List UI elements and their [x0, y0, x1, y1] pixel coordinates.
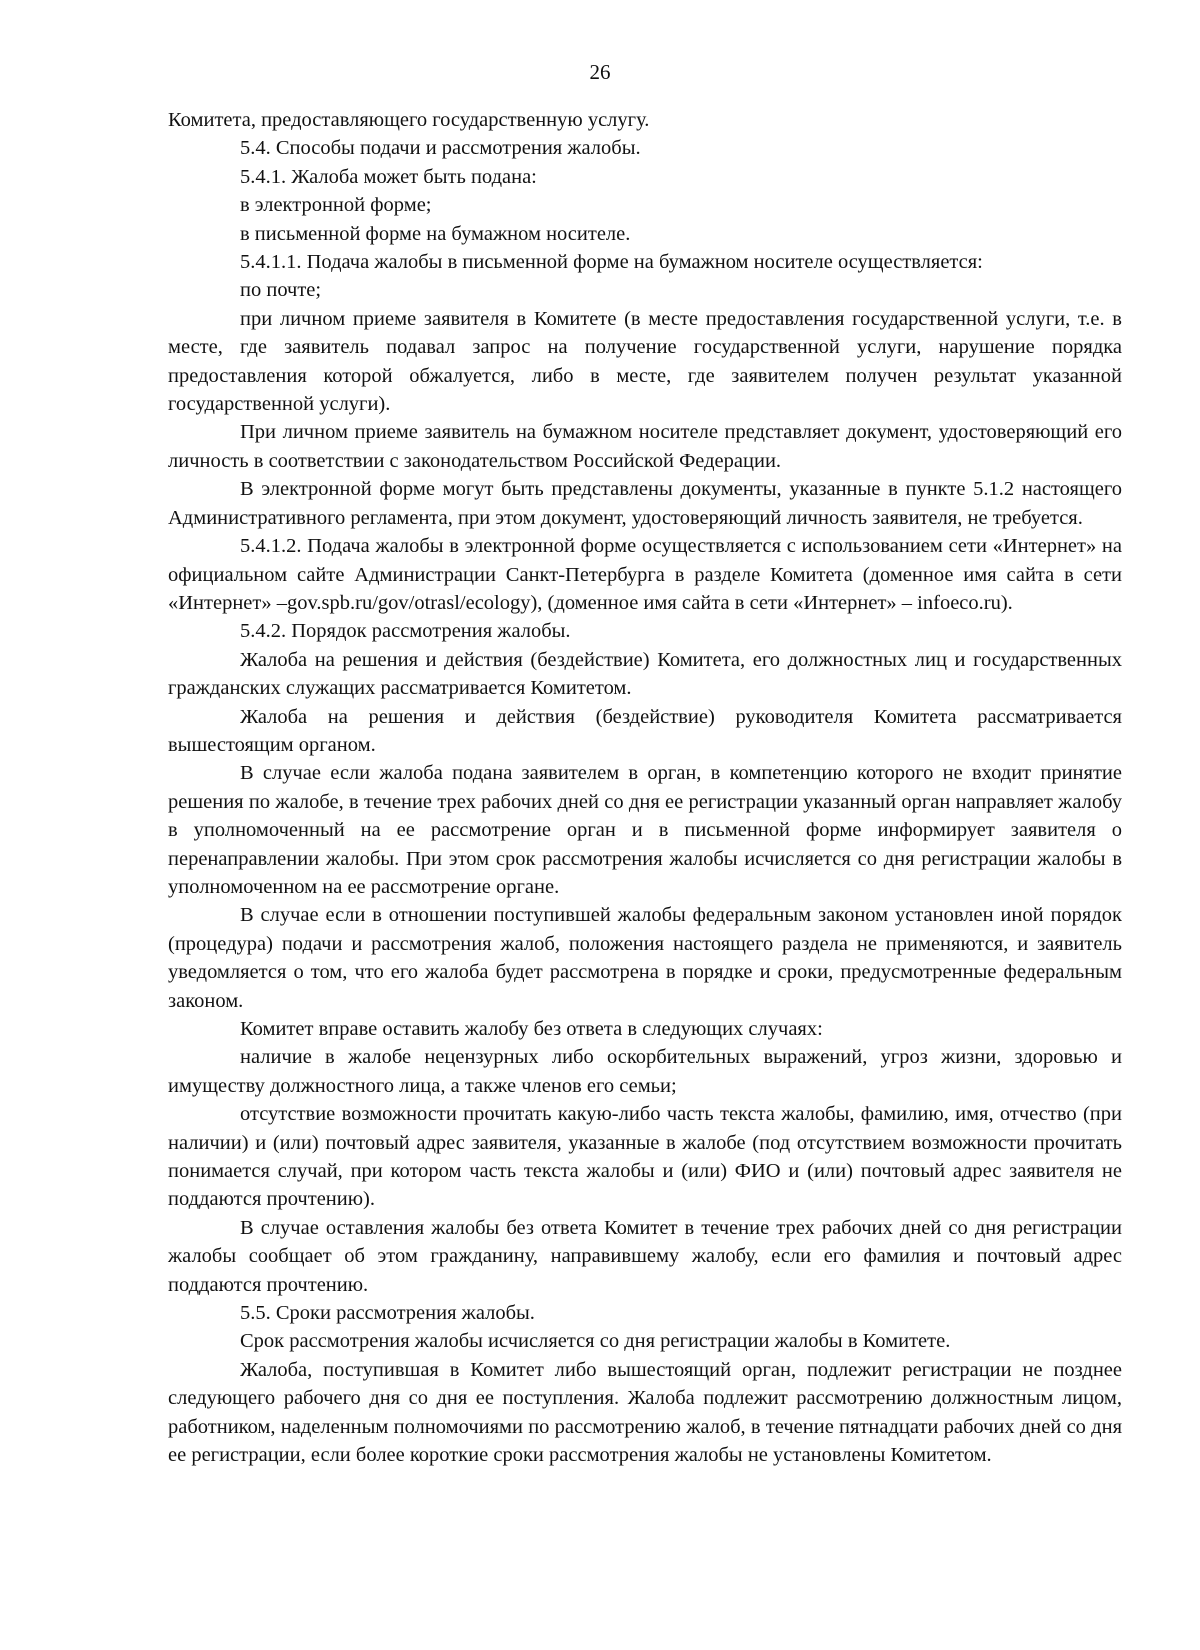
- paragraph: 5.4.1. Жалоба может быть подана:: [240, 165, 537, 188]
- list-item: в электронной форме;: [240, 194, 432, 217]
- section-heading: 5.4. Способы подачи и рассмотрения жалобы.: [240, 137, 641, 160]
- paragraph: В случае оставления жалобы без ответа Комитет в течение трех рабочих дней со дня регистрации жалобы сообщает об этом гражданину, направившему жалобу, если его фамилия и почтовый адрес поддаются прочтению.: [168, 1216, 1122, 1296]
- section-heading: 5.4.2. Порядок рассмотрения жалобы.: [240, 620, 571, 643]
- paragraph: Жалоба, поступившая в Комитет либо вышестоящий орган, подлежит регистрации не позднее следующего рабочего дня со дня ее поступления. Жалоба подлежит рассмотрению должностным лицом, работником, наделенным полномочиями по рассмотрению жалоб, в течение пятнадцати рабочих дней со дня ее регистрации, если более короткие сроки рассмотрения жалобы не установлены Комитетом.: [168, 1358, 1122, 1467]
- paragraph: В электронной форме могут быть представлены документы, указанные в пункте 5.1.2 настоящего Административного регламента, при этом документ, удостоверяющий личность заявителя, не требуется.: [168, 478, 1122, 529]
- paragraph: Комитет вправе оставить жалобу без ответа в следующих случаях:: [240, 1018, 823, 1040]
- paragraph: В случае если жалоба подана заявителем в орган, в компетенцию которого не входит принятие решения по жалобе, в течение трех рабочих дней со дня ее регистрации указанный орган направляет жалобу в уполномоченный на ее рассмотрение орган и в письменной форме информирует заявителя о перенаправлении жалобы. При этом срок рассмотрения жалобы исчисляется со дня регистрации жалобы в уполномоченном на ее рассмотрение органе.: [168, 762, 1122, 898]
- page-number: 26: [589, 60, 611, 84]
- document-body: [168, 106, 1122, 1470]
- list-item: в письменной форме на бумажном носителе.: [240, 222, 631, 245]
- list-item: при личном приеме заявителя в Комитете (в месте предоставления государственной услуги, т.е. в месте, где заявитель подавал запрос на получение государственной услуги, нарушение порядка предоставления которой обжалуется, либо в месте, где заявителем получен результат указанной государственной услуги).: [168, 307, 1122, 416]
- paragraph: Жалоба на решения и действия (бездействие) руководителя Комитета рассматривается вышестоящим органом.: [168, 705, 1122, 756]
- paragraph: Жалоба на решения и действия (бездействие) Комитета, его должностных лиц и государственных гражданских служащих рассматривается Комитетом.: [168, 648, 1122, 700]
- list-item: по почте;: [240, 279, 322, 302]
- section-heading: 5.5. Сроки рассмотрения жалобы.: [240, 1302, 535, 1325]
- paragraph: Комитета, предоставляющего государственную услугу.: [168, 109, 650, 131]
- paragraph: В случае если в отношении поступившей жалобы федеральным законом установлен иной порядок (процедура) подачи и рассмотрения жалоб, положения настоящего раздела не применяются, и заявитель уведомляется о том, что его жалоба будет рассмотрена в порядке и сроки, предусмотренные федеральным законом.: [168, 904, 1122, 1012]
- list-item: наличие в жалобе нецензурных либо оскорбительных выражений, угроз жизни, здоровью и имуществу должностного лица, а также членов его семьи;: [168, 1046, 1122, 1097]
- paragraph: 5.4.1.2. Подача жалобы в электронной форме осуществляется с использованием сети «Интернет» на официальном сайте Администрации Санкт-Петербурга в разделе Комитета (доменное имя сайта в сети «Интернет» –gov.spb.ru/gov/otrasl/ecology), (доменное имя сайта в сети «Интернет» – infoeco.ru).: [168, 535, 1122, 614]
- paragraph: 5.4.1.1. Подача жалобы в письменной форме на бумажном носителе осуществляется:: [240, 251, 983, 274]
- list-item: отсутствие возможности прочитать какую-либо часть текста жалобы, фамилию, имя, отчество (при наличии) и (или) почтовый адрес заявителя, указанные в жалобе (под отсутствием возможности прочитать понимается случай, при котором часть текста жалобы и (или) ФИО и (или) почтовый адрес заявителя не поддаются прочтению).: [168, 1103, 1122, 1211]
- paragraph: При личном приеме заявитель на бумажном носителе представляет документ, удостоверяющий его личность в соответствии с законодательством Российской Федерации.: [168, 421, 1122, 472]
- paragraph: Срок рассмотрения жалобы исчисляется со дня регистрации жалобы в Комитете.: [240, 1330, 951, 1353]
